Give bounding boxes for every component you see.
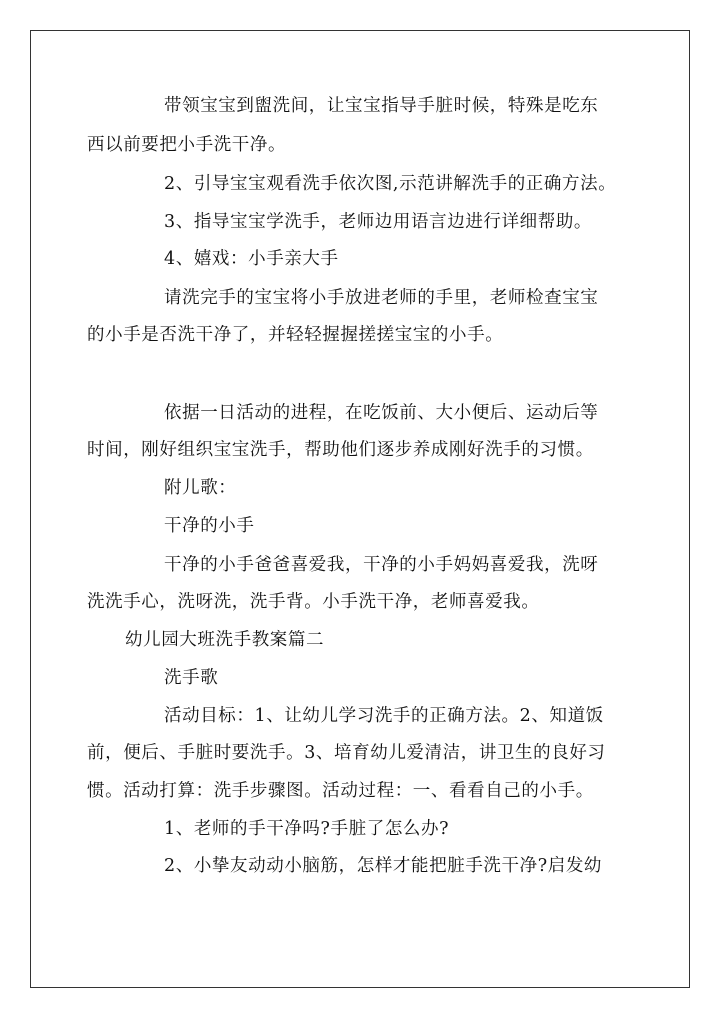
song-title-line: 洗手歌 (164, 668, 219, 688)
activity-goal-line-2: 前，便后、手脏时要洗手。3、培育幼儿爱清洁，讲卫生的良好习 (87, 743, 606, 763)
question-1-line: 1、老师的手干净吗?手脏了怎么办? (164, 819, 450, 839)
section-heading-line: 幼儿园大班洗手教案篇二 (125, 630, 325, 650)
routine-paragraph-line-1: 依据一日活动的进程，在吃饭前、大小便后、运动后等 (164, 403, 599, 423)
rhyme-label-line: 附儿歌： (164, 478, 237, 498)
routine-paragraph-line-2: 时间，刚好组织宝宝洗手，帮助他们逐步养成刚好洗手的习惯。 (87, 440, 594, 460)
activity-plan-line: 惯。活动打算：洗手步骤图。活动过程：一、看看自己的小手。 (87, 781, 594, 801)
paragraph-line-1: 带领宝宝到盥洗间，让宝宝指导手脏时候，特殊是吃东 (164, 96, 599, 116)
rhyme-text-line-1: 干净的小手爸爸喜爱我，干净的小手妈妈喜爱我，洗呀 (164, 555, 599, 575)
step-3-line: 3、指导宝宝学洗手，老师边用语言边进行详细帮助。 (164, 212, 593, 232)
activity-goal-line-1: 活动目标：1、让幼儿学习洗手的正确方法。2、知道饭 (164, 706, 604, 726)
game-paragraph-line-1: 请洗完手的宝宝将小手放进老师的手里，老师检查宝宝 (164, 288, 599, 308)
question-2-line: 2、小挚友动动小脑筋，怎样才能把脏手洗干净?启发幼 (164, 856, 603, 876)
rhyme-title-line: 干净的小手 (164, 516, 255, 536)
rhyme-text-line-2: 洗洗手心，洗呀洗，洗手背。小手洗干净，老师喜爱我。 (87, 592, 540, 612)
game-paragraph-line-2: 的小手是否洗干净了，并轻轻握握搓搓宝宝的小手。 (87, 325, 504, 345)
paragraph-line-2: 西以前要把小手洗干净。 (87, 135, 287, 155)
step-2-line: 2、引导宝宝观看洗手依次图,示范讲解洗手的正确方法。 (164, 174, 617, 194)
game-heading-line: 4、嬉戏：小手亲大手 (164, 249, 339, 269)
